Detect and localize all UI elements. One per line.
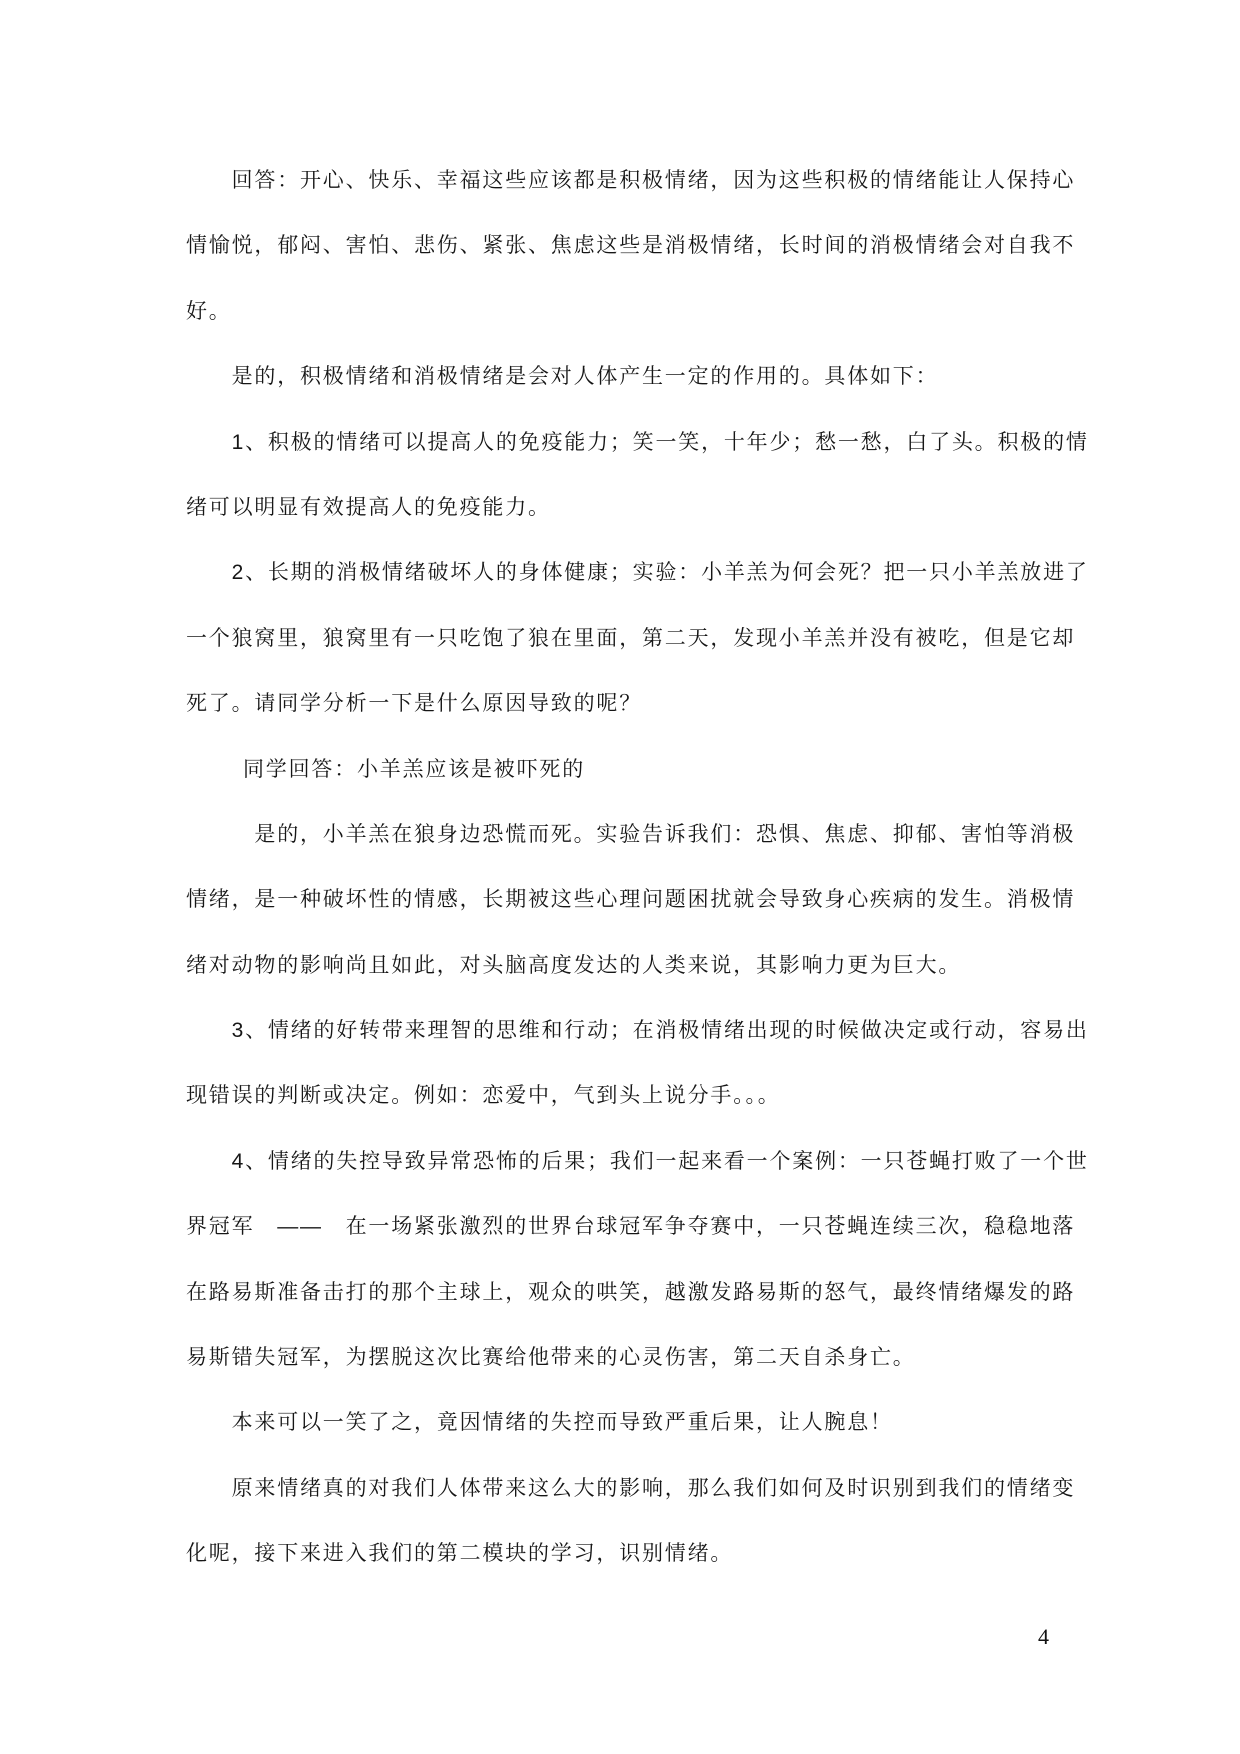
page-number: 4: [1038, 1624, 1049, 1649]
text-line: 原来情绪真的对我们人体带来这么大的影响，那么我们如何及时识别到我们的情绪变: [231, 1476, 1076, 1500]
text-line: 同学回答：小羊羔应该是被吓死的: [243, 757, 585, 781]
text-line: 界冠军 —— 在一场紧张激烈的世界台球冠军争夺赛中，一只苍蝇连续三次，稳稳地落: [186, 1215, 1076, 1239]
text-line: 在路易斯准备击打的那个主球上，观众的哄笑，越激发路易斯的怒气，最终情绪爆发的路: [186, 1280, 1076, 1304]
text-line: 情愉悦，郁闷、害怕、悲伤、紧张、焦虑这些是消极情绪，长时间的消极情绪会对自我不: [186, 234, 1076, 258]
text-line: 死了。请同学分析一下是什么原因导致的呢？: [186, 692, 642, 716]
text-line: 易斯错失冠军，为摆脱这次比赛给他带来的心灵伤害，第二天自杀身亡。: [186, 1346, 916, 1370]
text-line: 绪可以明显有效提高人的免疫能力。: [186, 495, 551, 519]
text-line: 2、长期的消极情绪破坏人的身体健康；实验：小羊羔为何会死？把一只小羊羔放进了: [231, 561, 1089, 585]
text-line: 好。: [186, 299, 232, 323]
text-line: 1、积极的情绪可以提高人的免疫能力；笑一笑，十年少；愁一愁，白了头。积极的情: [231, 430, 1089, 454]
text-line: 情绪，是一种破坏性的情感，长期被这些心理问题困扰就会导致身心疾病的发生。消极情: [186, 888, 1076, 912]
text-body: [186, 148, 1089, 1587]
text-line: 是的，积极情绪和消极情绪是会对人体产生一定的作用的。具体如下：: [231, 365, 939, 389]
text-line: 现错误的判断或决定。例如：恋爱中，气到头上说分手。。。: [186, 1084, 781, 1108]
text-line: 回答：开心、快乐、幸福这些应该都是积极情绪，因为这些积极的情绪能让人保持心: [231, 169, 1076, 192]
text-line: 是的，小羊羔在狼身边恐慌而死。实验告诉我们：恐惧、焦虑、抑郁、害怕等消极: [254, 822, 1076, 846]
text-line: 化呢，接下来进入我们的第二模块的学习，识别情绪。: [186, 1542, 734, 1566]
text-line: 绪对动物的影响尚且如此，对头脑高度发达的人类来说，其影响力更为巨大。: [186, 953, 962, 977]
text-line: 本来可以一笑了之，竟因情绪的失控而导致严重后果，让人腕息！: [231, 1411, 893, 1435]
text-line: 3、情绪的好转带来理智的思维和行动；在消极情绪出现的时候做决定或行动，容易出: [231, 1019, 1089, 1043]
text-line: 一个狼窝里，狼窝里有一只吃饱了狼在里面，第二天，发现小羊羔并没有被吃，但是它却: [186, 626, 1076, 650]
text-line: 4、情绪的失控导致异常恐怖的后果；我们一起来看一个案例：一只苍蝇打败了一个世: [231, 1149, 1089, 1173]
